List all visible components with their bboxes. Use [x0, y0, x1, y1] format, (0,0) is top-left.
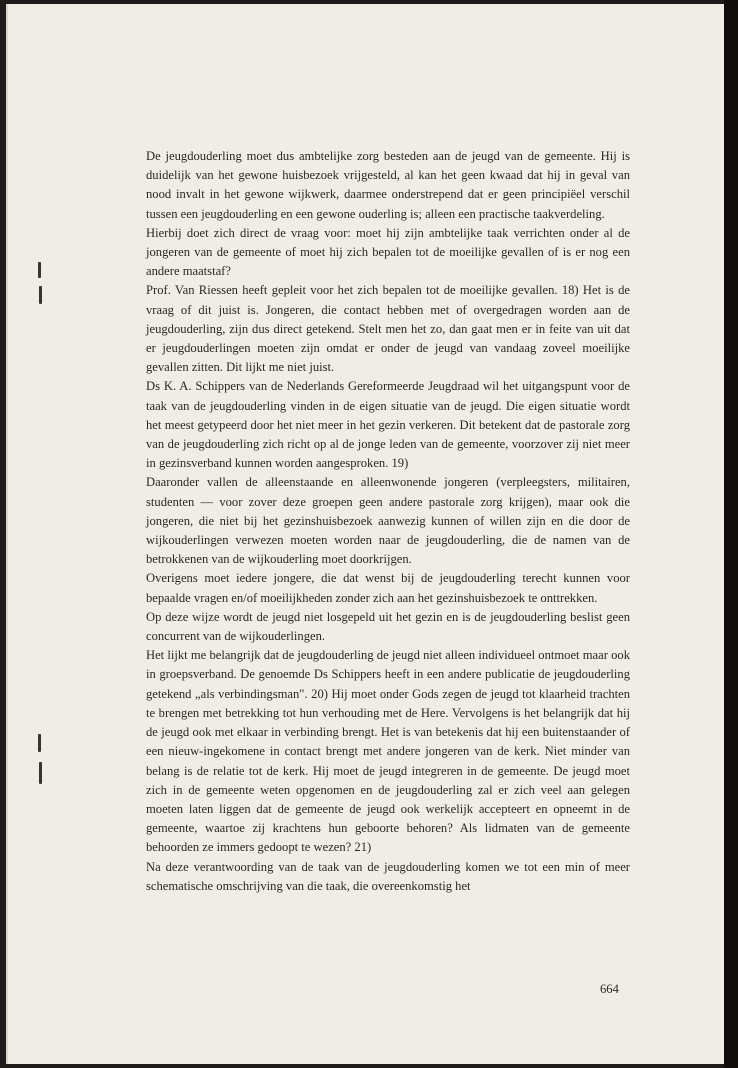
paragraph: Het lijkt me belangrijk dat de jeugdouderling de jeugd niet alleen individueel ontmoet maar ook in groepsverband. De genoemde Ds Schippers heeft in een andere publicatie de jeugdouderling getekend „als verbindingsman". 20) Hij moet onder Gods zegen de jeugd tot klaarheid trachten te brengen met betrekking tot hun verhouding met de Here. Vervolgens is het belangrijk dat hij de jeugd ook met elkaar in verbinding brengt. Het is van betekenis dat hij een buitenstaander of een nieuw-ingekomene in contact brengt met andere jongeren van de kerk. Niet minder van belang is de relatie tot de kerk. Hij moet de jeugd integreren in de gemeente. De jeugd moet zich in de gemeente weten opgenomen en de jeugdouderling zal er zich veel aan gelegen moeten laten liggen dat de gemeente de jeugd ook werkelijk accepteert en opneemt in de gemeente, waartoe zij krachtens hun geboorte behoren? Als lidmaten van de gemeente behoorden ze immers gedoopt te wezen? 21) [146, 648, 630, 855]
paragraph: Ds K. A. Schippers van de Nederlands Gereformeerde Jeugdraad wil het uitgangspunt voor de taak van de jeugdouderling vinden in de eigen situatie van de jeugd. Die eigen situatie wordt het meest getypeerd door het niet meer in het gezin verkeren. Dit betekent dat de pastorale zorg van de jeugdouderling zich richt op al de jonge leden van de gemeente, voorzover zij niet meer in gezinsverband kunnen worden aangesproken. 19) [146, 379, 630, 471]
binding-mark-3 [38, 734, 41, 752]
paragraph: Op deze wijze wordt de jeugd niet losgepeld uit het gezin en is de jeugdouderling beslist geen concurrent van de wijkouderlingen. [146, 609, 630, 644]
paragraph: Prof. Van Riessen heeft gepleit voor het zich bepalen tot de moeilijke gevallen. 18) Het is de vraag of dit juist is. Jongeren, die contact hebben met of overgedragen worden aan de jeugdouderling, zijn dus direct getekend. Stelt men het zo, dan gaat men er in feite van uit dat er jeugdouderlingen moeten zijn omdat er onder de jeugd van vandaag zoveel moeilijke gevallen zitten. Dit lijkt me niet juist. [146, 283, 630, 375]
paragraph: Na deze verantwoording van de taak van de jeugdouderling komen we tot een min of meer schematische omschrijving van die taak, die overeenkomstig het [146, 859, 630, 893]
page-number: 664 [600, 982, 619, 996]
paragraph: Hierbij doet zich direct de vraag voor: moet hij zijn ambtelijke taak verrichten onder al de jongeren van de gemeente of moet hij zich bepalen tot de moeilijke gevallen of is er nog een andere maatstaf? [146, 225, 630, 279]
paragraph: Overigens moet iedere jongere, die dat wenst bij de jeugdouderling terecht kunnen voor bepaalde vragen en/of moeilijkheden zonder zich aan het gezinshuisbezoek te onttrekken. [146, 571, 630, 605]
binding-mark-2 [39, 286, 42, 304]
document-page [6, 4, 724, 1064]
body-text [146, 147, 630, 896]
scan-edge [724, 0, 738, 1068]
paragraph: Daaronder vallen de alleenstaande en alleenwonende jongeren (verpleegsters, militairen, studenten — voor zover deze groepen geen andere pastorale zorg krijgen), maar ook die jongeren, die niet bij het gezinshuisbezoek aanwezig kunnen of willen zijn en die door de wijkouderlingen verwezen moeten worden naar de jeugdouderling, die de namen van de betrokkenen van de wijkouderling moet doorkrijgen. [146, 475, 630, 567]
binding-mark-4 [39, 762, 42, 784]
paragraph: De jeugdouderling moet dus ambtelijke zorg besteden aan de jeugd van de gemeente. Hij is duidelijk van het gewone huisbezoek vrijgesteld, al kan het geen kwaad dat hij in geval van nood invalt in het gewone wijkwerk, daarmee onderstrepend dat er geen principiëel verschil tussen een jeugdouderling en een gewone ouderling is; alleen een practische taakverdeling. [146, 149, 630, 221]
binding-mark-1 [38, 262, 41, 278]
